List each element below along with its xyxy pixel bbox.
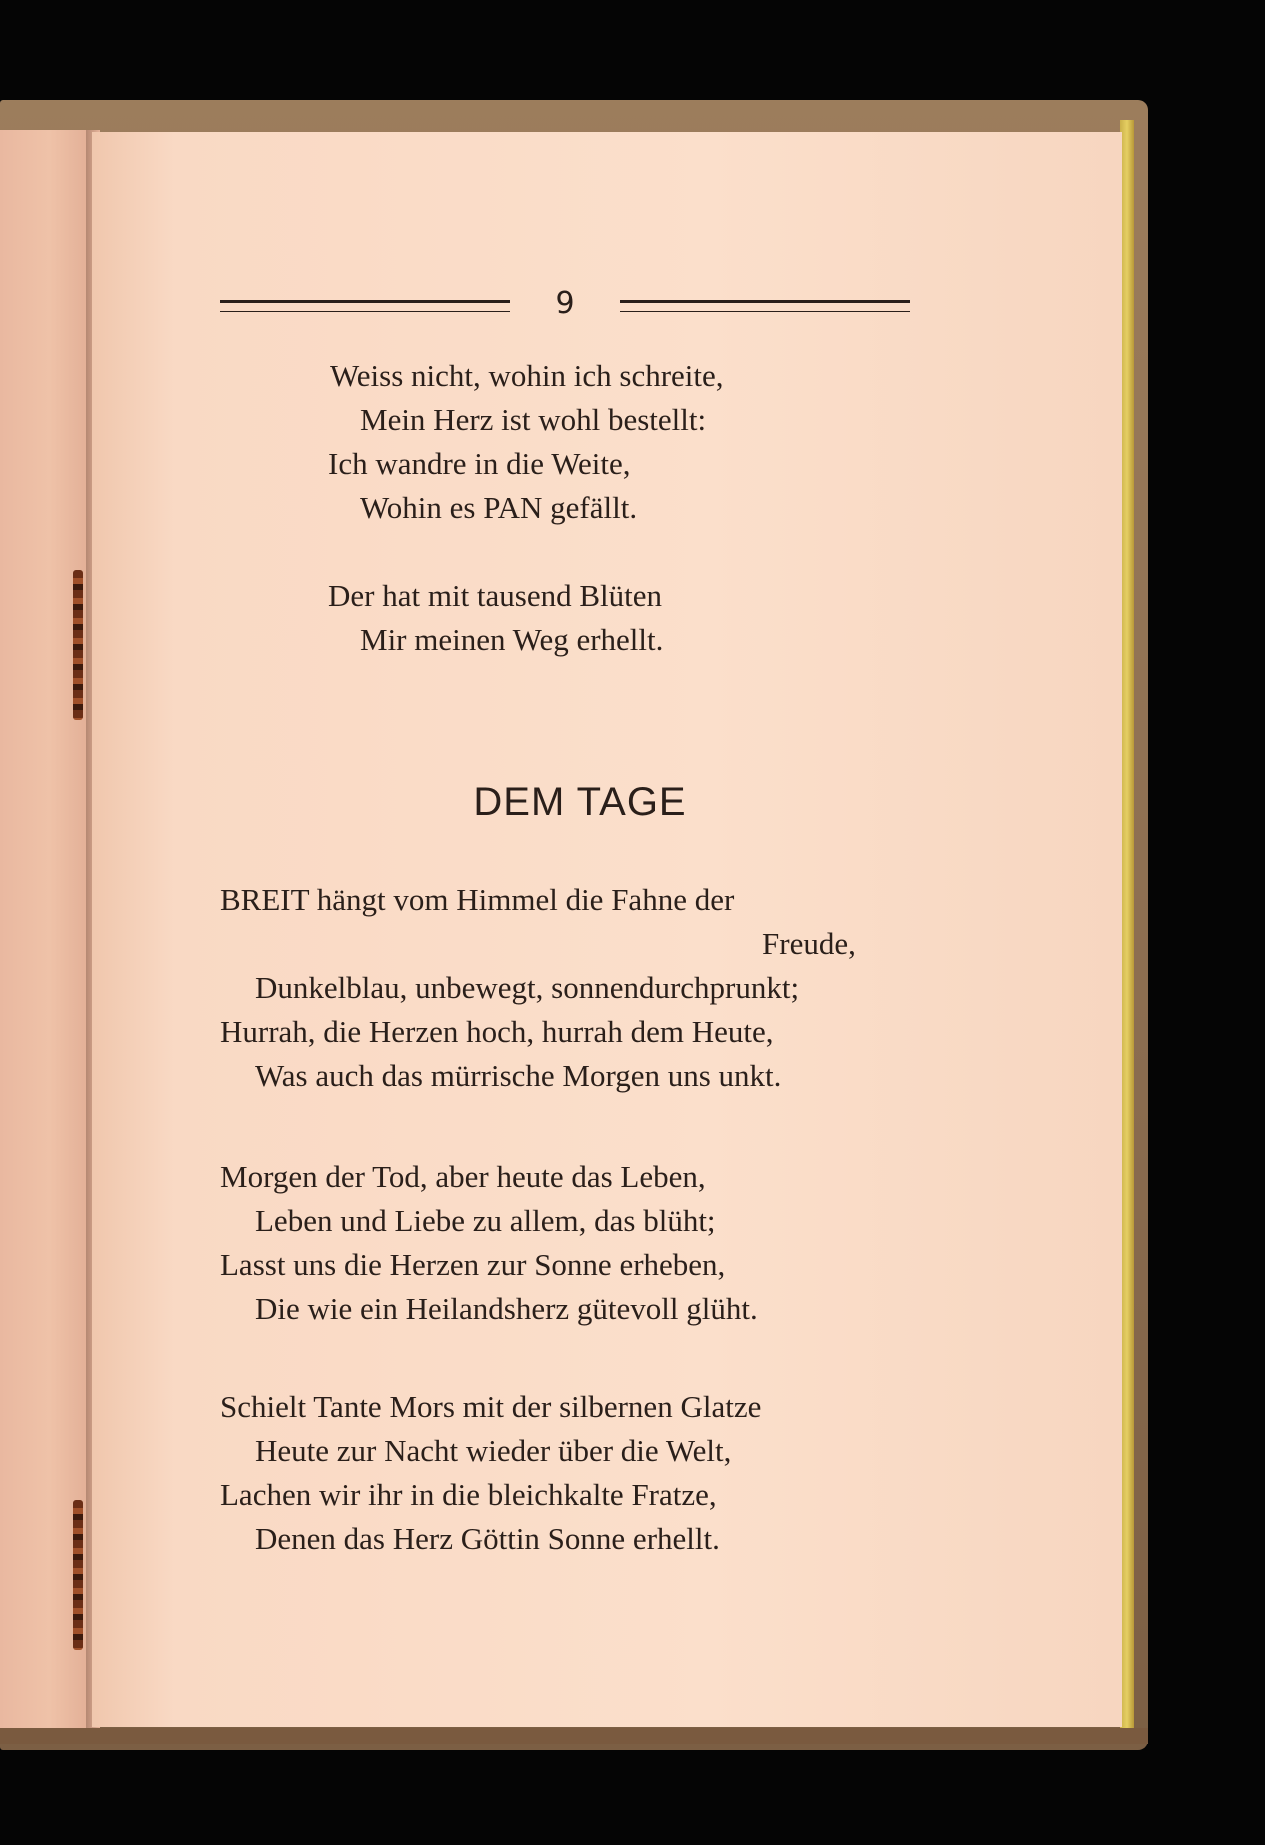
verse-line: Die wie ein Heilandsherz gütevoll glüht. (255, 1291, 758, 1326)
verse-line: Freude, (762, 926, 856, 961)
verse-line: Denen das Herz Göttin Sonne erhellt. (255, 1521, 720, 1556)
header-rule-right (620, 300, 910, 312)
verse-line: Morgen der Tod, aber heute das Leben, (220, 1159, 706, 1194)
verse-line: BREIT hängt vom Himmel die Fahne der (220, 882, 735, 917)
page-number: 9 (555, 286, 575, 321)
verse-line: Mein Herz ist wohl bestellt: (360, 402, 707, 437)
verse-line: Weiss nicht, wohin ich schreite, (330, 358, 724, 393)
verse-line: Schielt Tante Mors mit der silbernen Glatze (220, 1389, 762, 1424)
gilt-page-edge (1120, 120, 1134, 1740)
verse-line: Hurrah, die Herzen hoch, hurrah dem Heute, (220, 1014, 774, 1049)
cover-bottom-edge (0, 1728, 1148, 1744)
left-page-edge (0, 130, 90, 1730)
intro-stanza-1 (210, 354, 930, 530)
poem-title: DEM TAGE (473, 780, 687, 824)
verse-line: Wohin es PAN gefällt. (360, 490, 638, 525)
verse-line: Was auch das mürrische Morgen uns unkt. (255, 1058, 782, 1093)
binding-thread-lower (73, 1500, 83, 1650)
verse-line: Heute zur Nacht wieder über die Welt, (255, 1433, 732, 1468)
poem-stanza-1 (210, 878, 930, 1098)
verse-line: Lachen wir ihr in die bleichkalte Fratze, (220, 1477, 717, 1512)
verse-line: Leben und Liebe zu allem, das blüht; (255, 1203, 716, 1238)
intro-stanza-2 (210, 574, 930, 662)
verse-line: Ich wandre in die Weite, (328, 446, 631, 481)
poem-stanza-2 (210, 1155, 930, 1331)
verse-line: Lasst uns die Herzen zur Sonne erheben, (220, 1247, 726, 1282)
poem-stanza-3 (210, 1385, 930, 1561)
binding-thread-upper (73, 570, 83, 720)
verse-line: Der hat mit tausend Blüten (328, 578, 663, 613)
header-rule-left (220, 300, 510, 312)
verse-line: Dunkelblau, unbewegt, sonnendurchprunkt; (255, 970, 800, 1005)
verse-line: Mir meinen Weg erhellt. (360, 622, 664, 657)
